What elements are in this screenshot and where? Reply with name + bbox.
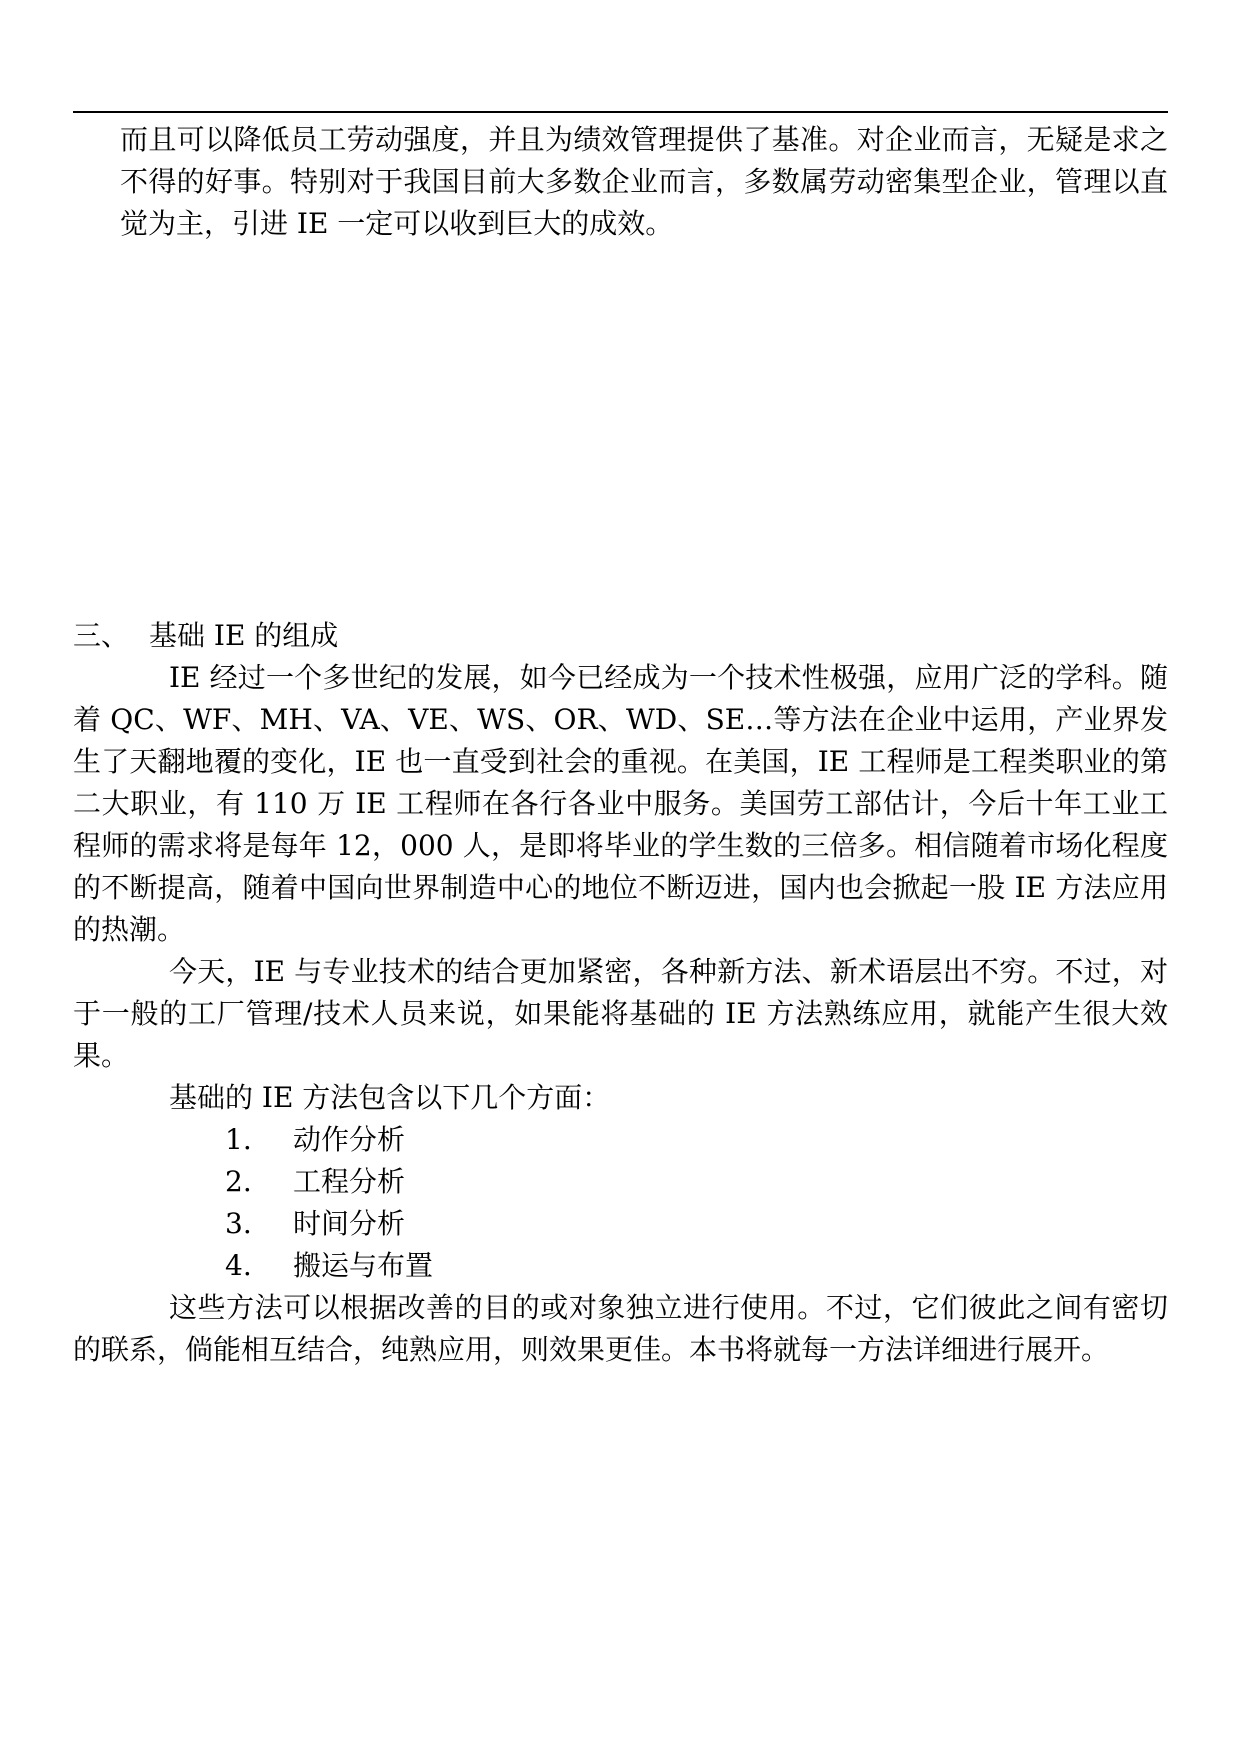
method-number: 3. [225, 1207, 252, 1240]
method-label: 动作分析 [293, 1123, 406, 1156]
body-paragraph: 今天，IE 与专业技术的结合更加紧密，各种新方法、新术语层出不穷。不过，对于一般的工厂管理/技术人员来说，如果能将基础的 IE 方法熟练应用，就能产生很大效果。 [73, 955, 1168, 1072]
method-number: 4. [225, 1249, 252, 1282]
method-item [225, 1245, 433, 1287]
section-number: 三、 [73, 619, 130, 652]
method-item [225, 1161, 433, 1203]
section-title: 基础 IE 的组成 [149, 619, 339, 652]
method-label: 搬运与布置 [293, 1249, 434, 1282]
method-item [225, 1119, 433, 1161]
body-paragraph: 这些方法可以根据改善的目的或对象独立进行使用。不过，它们彼此之间有密切的联系，倘能相互结合，纯熟应用，则效果更佳。本书将就每一方法详细进行展开。 [73, 1291, 1168, 1366]
method-label: 时间分析 [293, 1207, 406, 1240]
continued-paragraph: 而且可以降低员工劳动强度，并且为绩效管理提供了基准。对企业而言，无疑是求之不得的好事。特别对于我国目前大多数企业而言，多数属劳动密集型企业，管理以直觉为主，引进 IE 一定可以收到巨大的成效。 [120, 123, 1168, 240]
body-paragraph: IE 经过一个多世纪的发展，如今已经成为一个技术性极强，应用广泛的学科。随着 QC、WF、MH、VA、VE、WS、OR、WD、SE…等方法在企业中运用，产业界发生了天翻地覆的变化，IE 也一直受到社会的重视。在美国，IE 工程师是工程类职业的第二大职业，有 110 万 IE 工程师在各行各业中服务。美国劳工部估计，今后十年工业工程师的需求将是每年 12，000 人，是即将毕业的学生数的三倍多。相信随着市场化程度的不断提高，随着中国向世界制造中心的地位不断迈进，国内也会掀起一股 IE 方法应用的热潮。 [73, 661, 1168, 946]
method-list [225, 1119, 433, 1287]
section-heading [73, 615, 1168, 657]
method-item [225, 1203, 433, 1245]
header-rule [73, 111, 1168, 113]
body-paragraph: 基础的 IE 方法包含以下几个方面： [169, 1081, 611, 1114]
method-label: 工程分析 [293, 1165, 406, 1198]
method-number: 1. [225, 1123, 252, 1156]
method-number: 2. [225, 1165, 252, 1198]
